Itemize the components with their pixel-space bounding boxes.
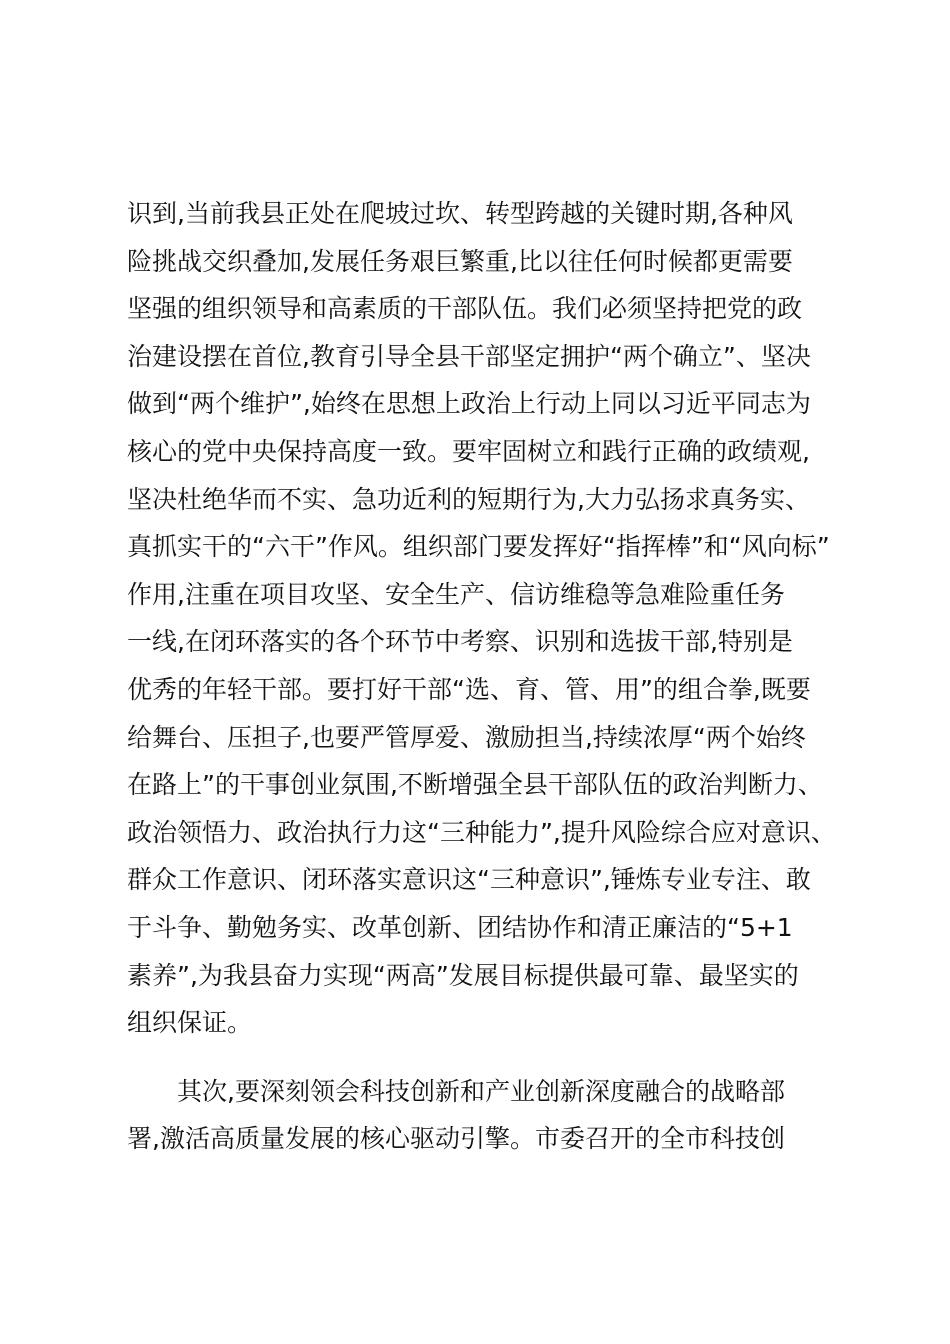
paragraph-spacer: [127, 1047, 847, 1068]
text-line: 政治领悟力、政治执行力这“三种能力”,提升风险综合应对意识、: [127, 817, 836, 847]
text-line: 一线,在闭环落实的各个环节中考察、识别和选拔干部,特别是: [127, 627, 793, 657]
text-line: 识到,当前我县正处在爬坡过坎、转型跨越的关键时期,各种风: [127, 199, 793, 228]
text-line: 署,激活高质量发展的核心驱动引擎。市委召开的全市科技创: [127, 1124, 785, 1154]
text-line: 治建设摆在首位,教育引导全县干部坚定拥护“两个确立”、坚决: [127, 341, 811, 371]
paragraph: [127, 190, 847, 1047]
text-line: 其次,要深刻领会科技创新和产业创新深度融合的战略部: [177, 1076, 785, 1106]
text-line: 于斗争、勤勉务实、改革创新、团结协作和清正廉洁的“5+1: [127, 912, 793, 942]
text-line: 优秀的年轻干部。要打好干部“选、育、管、用”的组合拳,既要: [127, 674, 811, 704]
paragraph: [127, 1068, 847, 1163]
text-line: 给舞台、压担子,也要严管厚爱、激励担当,持续浓厚“两个始终: [127, 722, 806, 752]
text-line: 做到“两个维护”,始终在思想上政治上行动上同以习近平同志为: [127, 389, 811, 419]
text-line: 坚强的组织领导和高素质的干部队伍。我们必须坚持把党的政: [127, 294, 803, 324]
body-text: [127, 190, 847, 1163]
text-line: 真抓实干的“六干”作风。组织部门要发挥好“指挥棒”和“风向标”: [127, 532, 830, 562]
text-line: 坚决杜绝华而不实、急功近利的短期行为,大力弘扬求真务实、: [127, 484, 810, 514]
text-line: 核心的党中央保持高度一致。要牢固树立和践行正确的政绩观,: [127, 436, 810, 466]
text-line: 素养”,为我县奋力实现“两高”发展目标提供最可靠、最坚实的: [127, 960, 799, 990]
text-line: 作用,注重在项目攻坚、安全生产、信访维稳等急难险重任务: [127, 579, 785, 609]
text-line: 群众工作意识、闭环落实意识这“三种意识”,锤炼专业专注、敢: [127, 865, 811, 895]
text-line: 在路上”的干事创业氛围,不断增强全县干部队伍的政治判断力、: [127, 770, 823, 800]
text-line: 险挑战交织叠加,发展任务艰巨繁重,比以往任何时候都更需要: [127, 246, 793, 276]
text-line: 组织保证。: [127, 1008, 253, 1038]
